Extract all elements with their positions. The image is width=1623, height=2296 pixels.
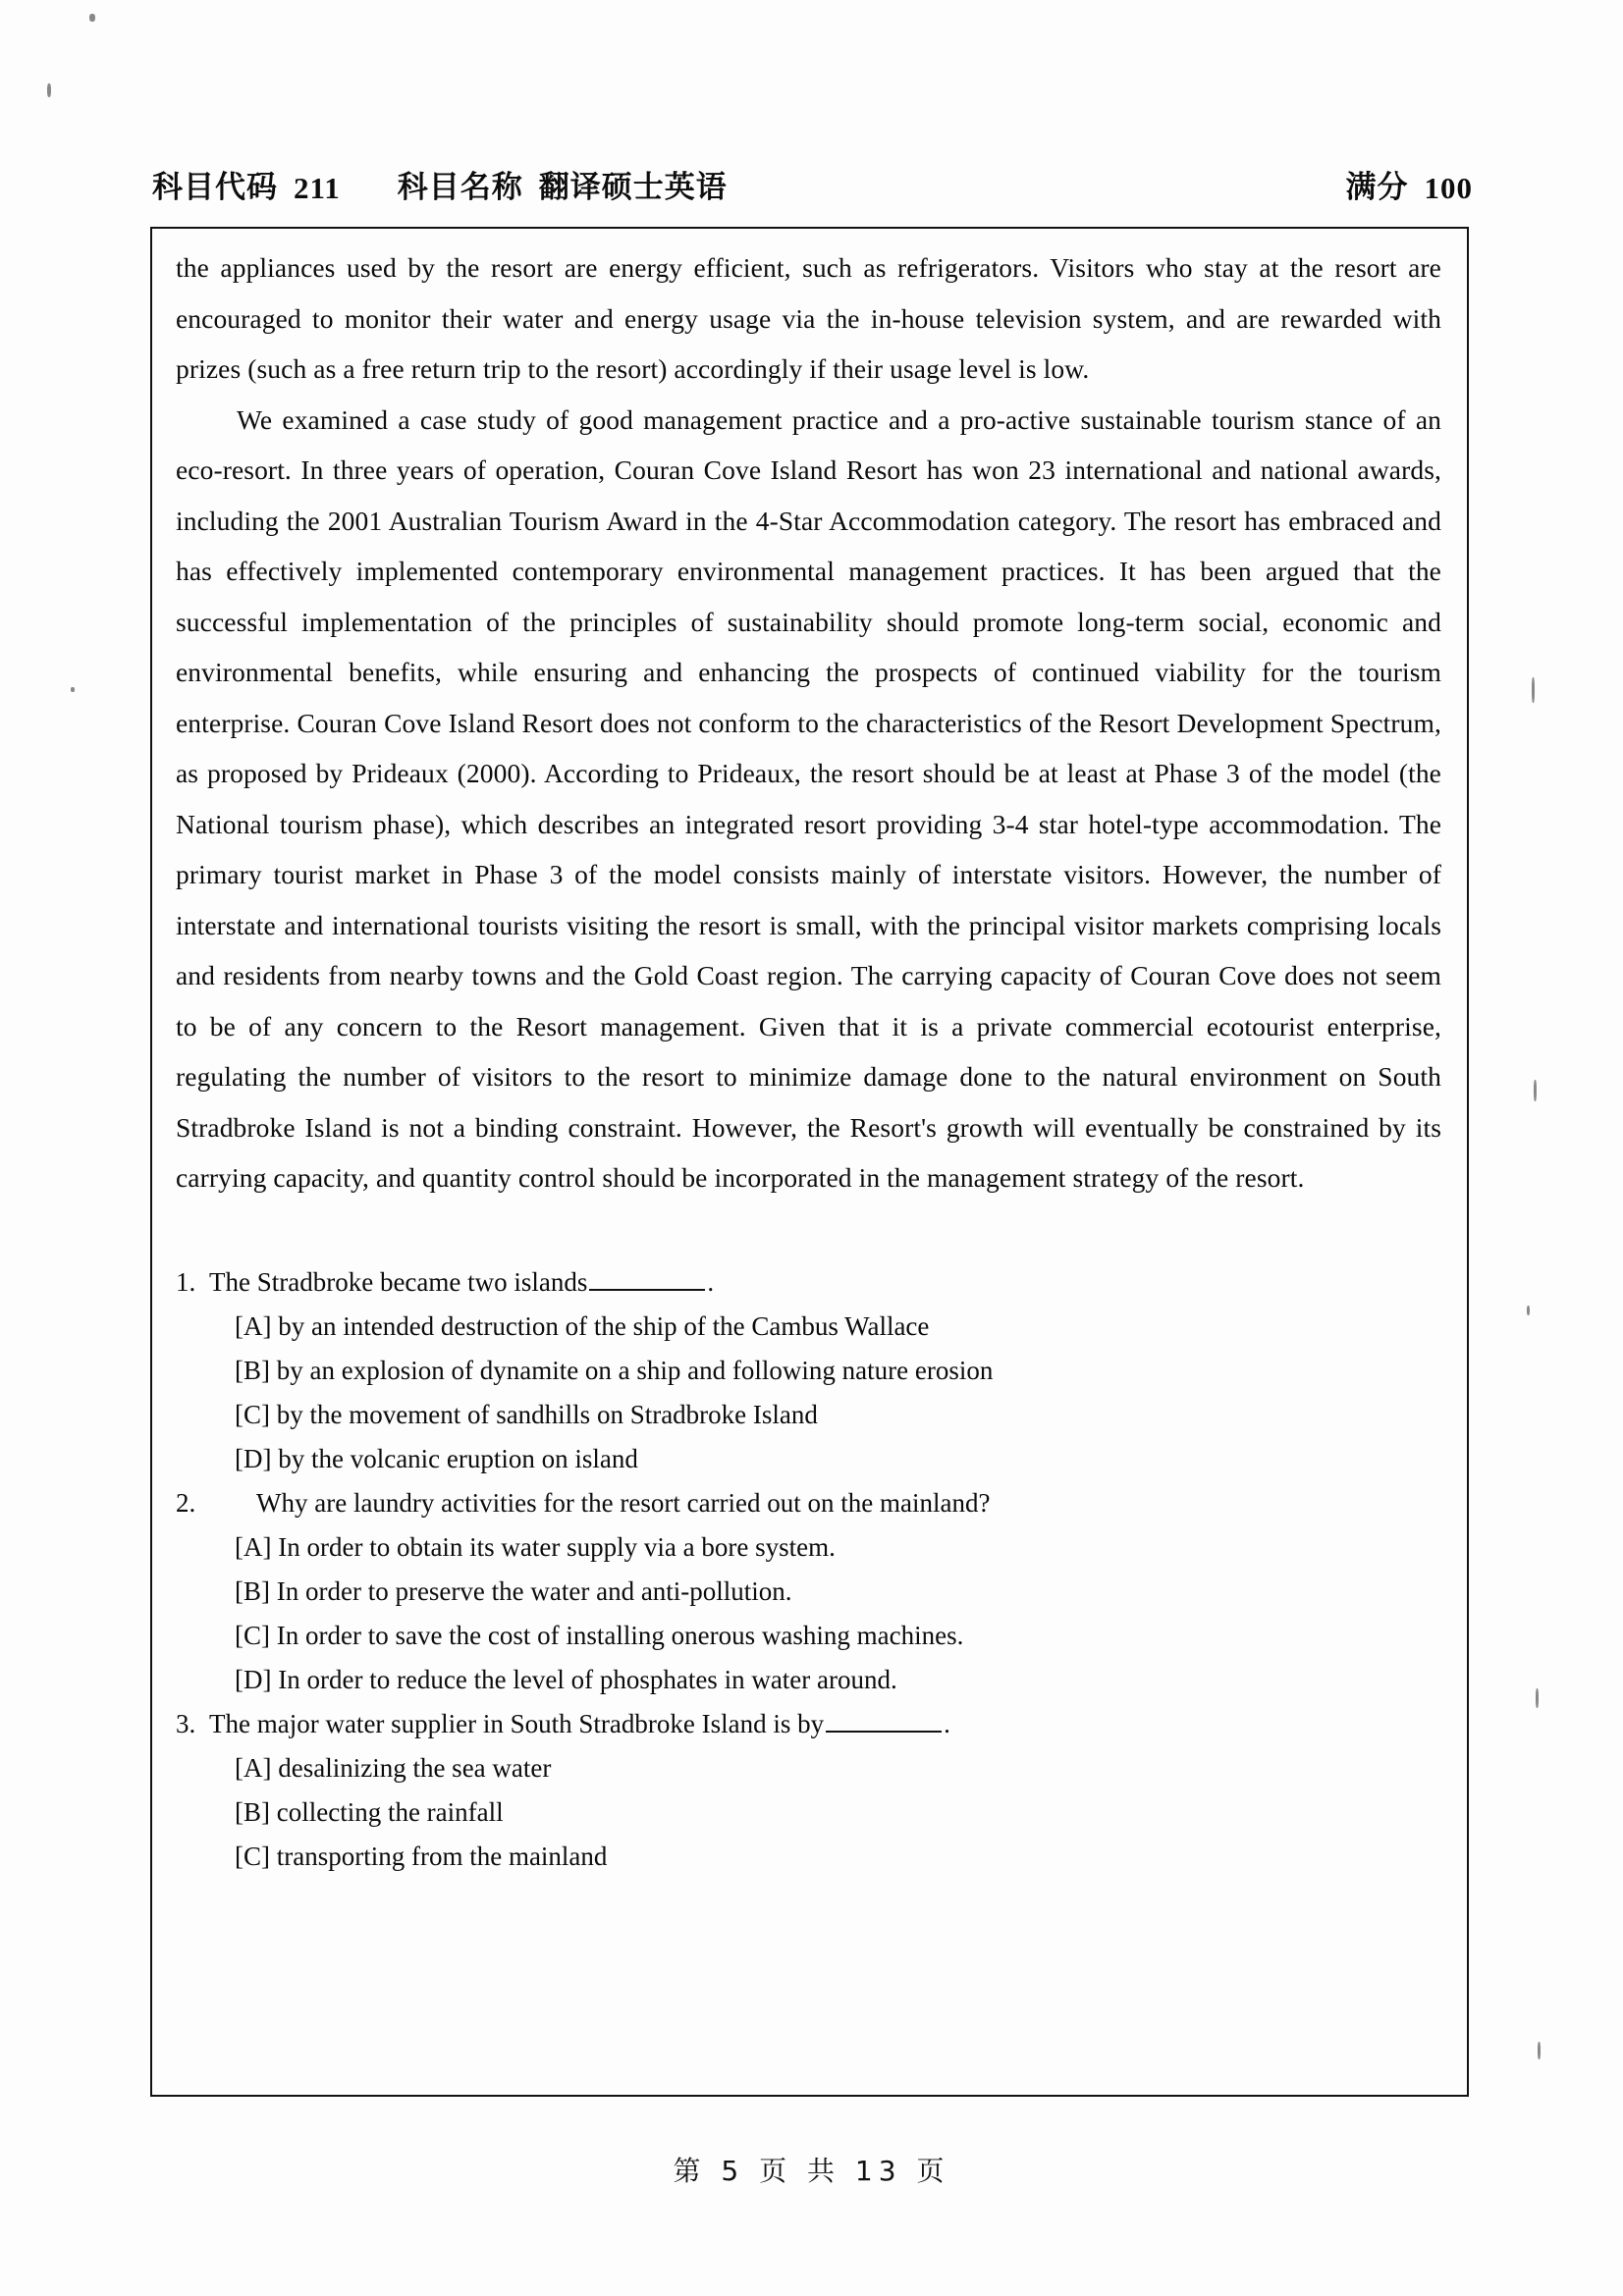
question-option[interactable]: [D] by the volcanic eruption on island — [235, 1443, 638, 1473]
question-option[interactable]: [C] by the movement of sandhills on Stradbroke Island — [235, 1399, 818, 1429]
question-option[interactable]: [C] In order to save the cost of installing onerous washing machines. — [235, 1620, 964, 1650]
scan-speck — [1532, 677, 1535, 703]
answer-blank[interactable] — [589, 1289, 705, 1291]
question-option[interactable]: [B] collecting the rainfall — [235, 1796, 504, 1827]
answer-blank[interactable] — [826, 1731, 942, 1733]
question-option[interactable]: [B] In order to preserve the water and anti-pollution. — [235, 1575, 792, 1606]
scan-speck — [89, 14, 95, 22]
subject-name-label: 科目名称 — [397, 170, 523, 205]
full-marks-value: 100 — [1424, 171, 1473, 205]
scan-speck — [1538, 2042, 1541, 2059]
question-option[interactable]: [A] by an intended destruction of the ship of the Cambus Wallace — [235, 1310, 930, 1341]
question-text: Why are laundry activities for the resort carried out on the mainland? — [256, 1487, 991, 1518]
question-option[interactable]: [B] by an explosion of dynamite on a ship and following nature erosion — [235, 1355, 994, 1385]
question-option[interactable]: [A] In order to obtain its water supply via a bore system. — [235, 1531, 836, 1562]
subject-code-label: 科目代码 — [152, 170, 278, 205]
question-number: 1. — [176, 1266, 196, 1297]
question-stem — [176, 1702, 1441, 1746]
question-text: The Stradbroke became two islands — [209, 1266, 588, 1297]
question-number: 3. — [176, 1708, 196, 1738]
exam-header — [152, 145, 1473, 206]
question-option[interactable]: [D] In order to reduce the level of phosphates in water around. — [235, 1664, 897, 1694]
page-number-text: 第 5 页 共 13 页 — [673, 2155, 950, 2187]
scan-speck — [1536, 1688, 1539, 1708]
question-text: The major water supplier in South Stradbroke Island is by — [209, 1708, 825, 1738]
scan-speck — [71, 687, 75, 692]
scan-speck — [47, 83, 51, 97]
question-option[interactable]: [C] transporting from the mainland — [235, 1841, 608, 1871]
question-stem — [176, 1260, 1441, 1305]
question-text-tail: . — [707, 1266, 715, 1297]
question-list — [176, 1260, 1441, 1879]
question-text-tail: . — [944, 1708, 950, 1738]
page-footer — [0, 2150, 1623, 2189]
passage-paragraph-2: We examined a case study of good management practice and a pro-active sustainable tourism stance of an eco-resort. In three years of operation, Couran Cove Island Resort has won 23 international and national awards, including the 2001 Australian Tourism Award in the 4-Star Accommodation category. The resort has embraced and has effectively implemented contemporary environmental management practices. It has been argued that the successful implementation of the principles of sustainability should promote long-term social, economic and environmental benefits, while ensuring and enhancing the prospects of continued viability for the tourism enterprise. Couran Cove Island Resort does not conform to the characteristics of the Resort Development Spectrum, as proposed by Prideaux (2000). According to Prideaux, the resort should be at least at Phase 3 of the model (the National tourism phase), which describes an integrated resort providing 3-4 star hotel-type accommodation. The primary tourist market in Phase 3 of the model consists mainly of interstate visitors. However, the number of interstate and international tourists visiting the resort is small, with the principal visitor markets comprising locals and residents from nearby towns and the Gold Coast region. The carrying capacity of Couran Cove does not seem to be of any concern to the Resort management. Given that it is a private commercial ecotourist enterprise, regulating the number of visitors to the resort to minimize damage done to the natural environment on South Stradbroke Island is not a binding constraint. However, the Resort's growth will eventually be constrained by its carrying capacity, and quantity control should be incorporated in the management strategy of the resort. — [176, 403, 1441, 1193]
scan-speck — [1534, 1080, 1537, 1101]
answer-content-box — [150, 227, 1469, 2097]
question-option[interactable]: [A] desalinizing the sea water — [235, 1752, 552, 1783]
question-number: 2. — [176, 1487, 196, 1518]
scan-speck — [1527, 1306, 1530, 1315]
full-marks-label: 满分 — [1345, 170, 1409, 205]
question-stem — [176, 1481, 1441, 1525]
subject-name-value: 翻译硕士英语 — [538, 170, 728, 205]
passage-paragraph-1: the appliances used by the resort are energy efficient, such as refrigerators. Visitors who stay at the resort are encouraged to monitor their water and energy usage via the in-house television system, and are rewarded with prizes (such as a free return trip to the resort) accordingly if their usage level is low. — [176, 252, 1441, 384]
subject-code-value: 211 — [294, 171, 341, 205]
